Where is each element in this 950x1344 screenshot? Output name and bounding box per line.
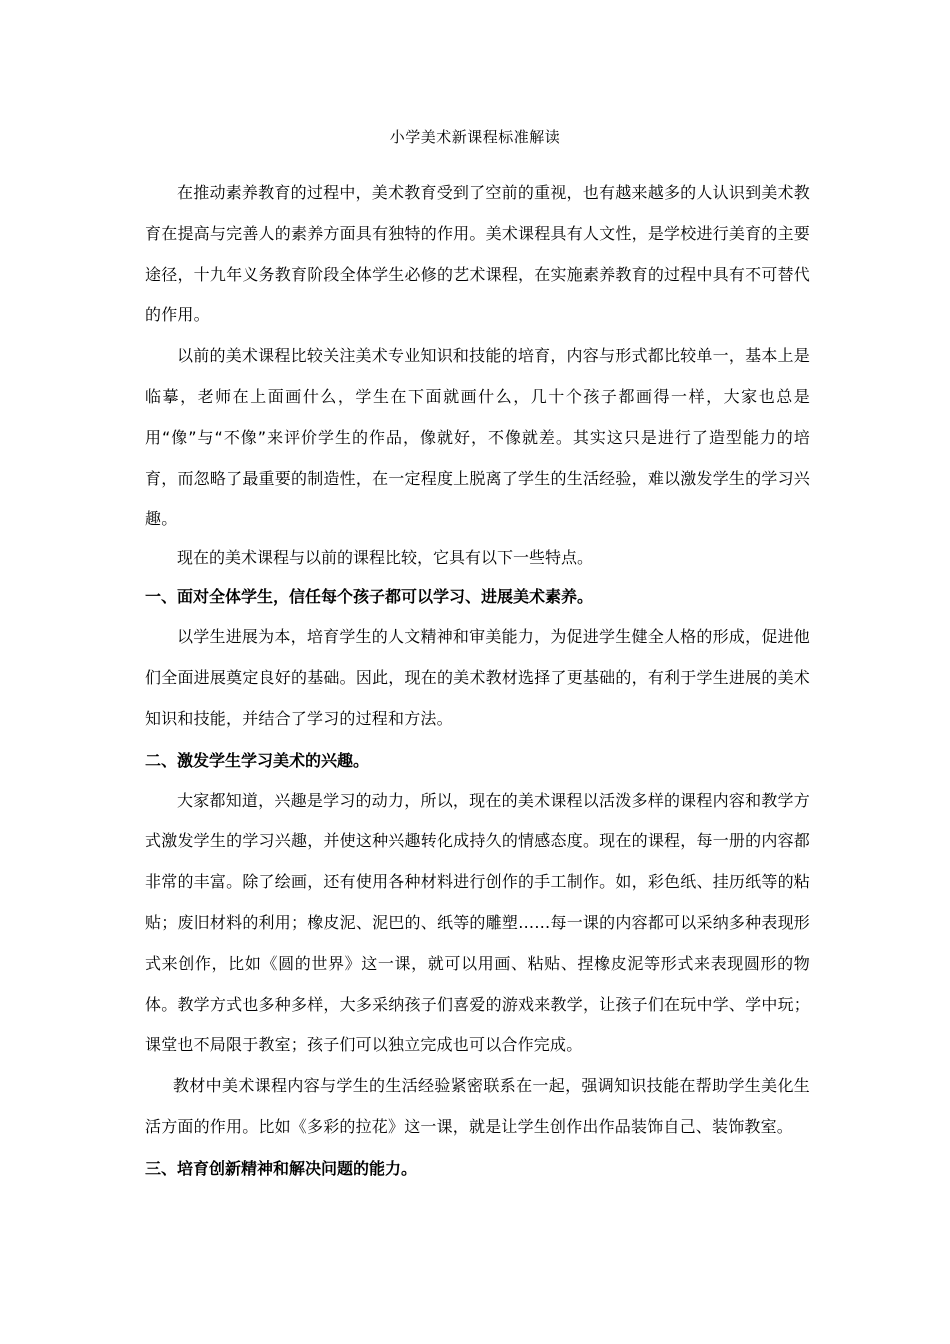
paragraph-features-lead: 现在的美术课程与以前的课程比较，它具有以下一些特点。 (177, 548, 594, 568)
section-heading-3: 三、培育创新精神和解决问题的能力。 (145, 1158, 418, 1178)
paragraph-previous-curriculum: 以前的美术课程比较关注美术专业知识和技能的培育，内容与形式都比较单一，基本上是临摹，老师在上面画什么，学生在下面就画什么，几十个孩子都画得一样，大家也总是用“像”与“不像”来评价学生的作品，像就好，不像就差。其实这只是进行了造型能力的培育，而忽略了最重要的制造性，在一定程度上脱离了学生的生活经验，难以激发学生的学习兴趣。 (145, 346, 810, 529)
document-title: 小学美术新课程标准解读 (389, 128, 561, 146)
section-heading-2: 二、激发学生学习美术的兴趣。 (145, 750, 370, 770)
paragraph-intro: 在推动素养教育的过程中，美术教育受到了空前的重视，也有越来越多的人认识到美术教育在提高与完善人的素养方面具有独特的作用。美术课程具有人文性，是学校进行美育的主要途径，十九年义务教育阶段全体学生必修的艺术课程，在实施素养教育的过程中具有不可替代的作用。 (145, 183, 810, 325)
document-body (145, 173, 810, 1189)
paragraph-section-2-continued: 教材中美术课程内容与学生的生活经验紧密联系在一起，强调知识技能在帮助学生美化生活方面的作用。比如《多彩的拉花》这一课，就是让学生创作出作品装饰自己、装饰教室。 (145, 1076, 810, 1136)
paragraph-section-2: 大家都知道，兴趣是学习的动力，所以，现在的美术课程以活泼多样的课程内容和教学方式激发学生的学习兴趣，并使这种兴趣转化成持久的情感态度。现在的课程，每一册的内容都非常的丰富。除了绘画，还有使用各种材料进行创作的手工制作。如，彩色纸、挂历纸等的粘贴；废旧材料的利用；橡皮泥、泥巴的、纸等的雕塑……每一课的内容都可以采纳多种表现形式来创作，比如《圆的世界》这一课，就可以用画、粘贴、捏橡皮泥等形式来表现圆形的物体。教学方式也多种多样，大多采纳孩子们喜爱的游戏来教学，让孩子们在玩中学、学中玩；课堂也不局限于教室；孩子们可以独立完成也可以合作完成。 (145, 790, 810, 1055)
section-heading-1: 一、面对全体学生，信任每个孩子都可以学习、进展美术素养。 (145, 587, 594, 607)
paragraph-section-1: 以学生进展为本，培育学生的人文精神和审美能力，为促进学生健全人格的形成，促进他们全面进展奠定良好的基础。因此，现在的美术教材选择了更基础的，有利于学生进展的美术知识和技能，并结合了学习的过程和方法。 (145, 627, 810, 728)
